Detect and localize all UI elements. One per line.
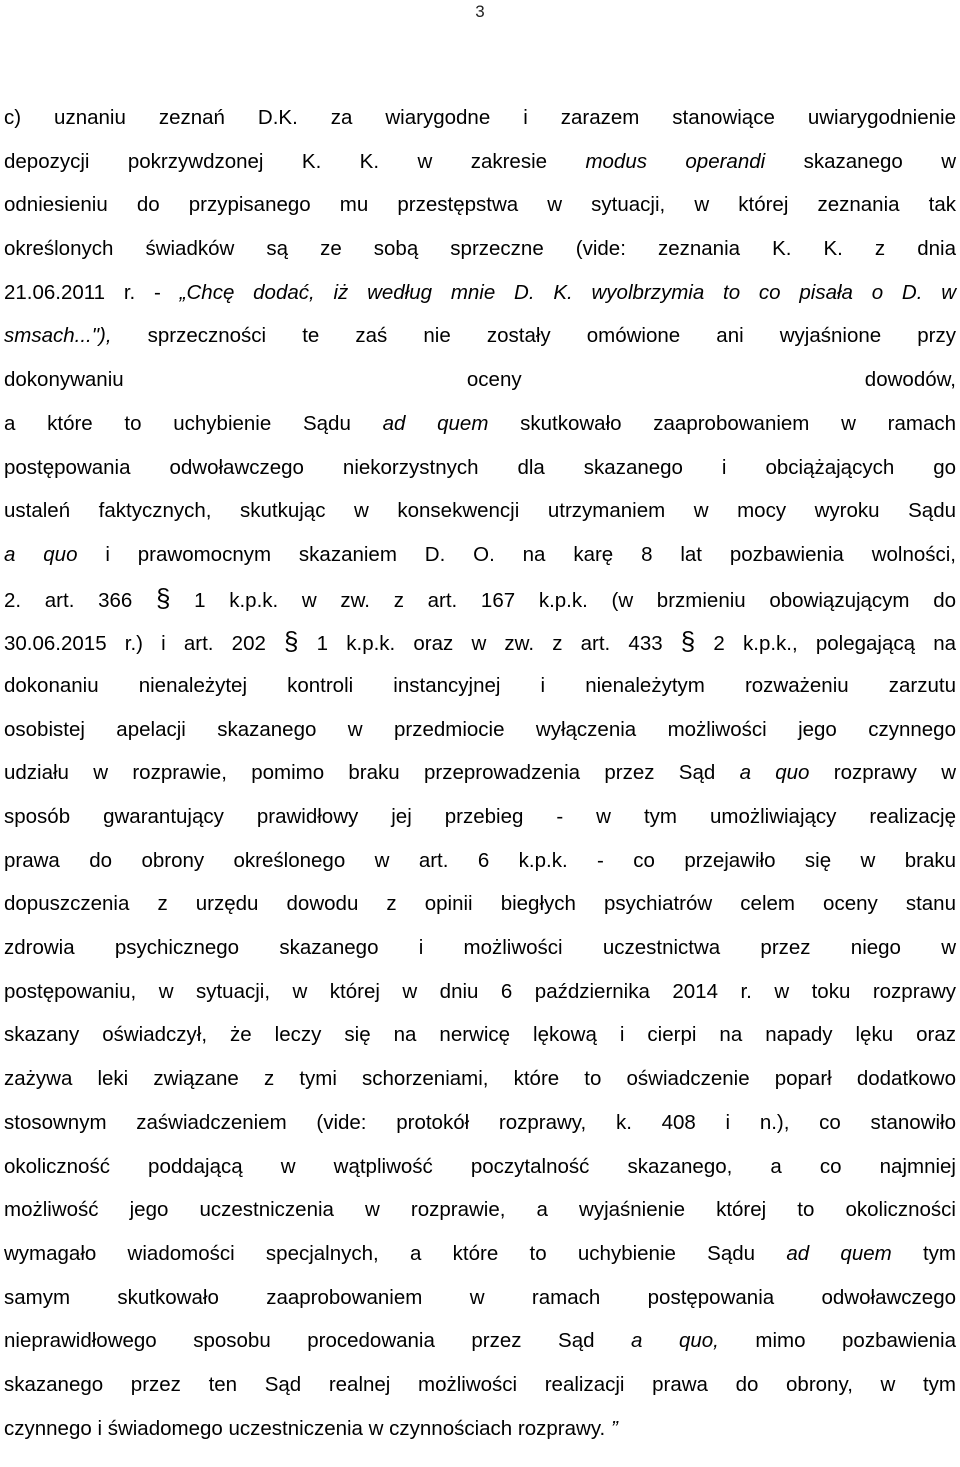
text-line bbox=[4, 1188, 956, 1232]
text-segment: 2 k.p.k., polegającą na bbox=[695, 632, 956, 656]
text-segment: zdrowia psychicznego skazanego i możliwości uczestnictwa przez niego w bbox=[4, 936, 956, 960]
italic-text: smsach..."), bbox=[4, 324, 112, 348]
text-line bbox=[4, 795, 956, 839]
italic-text: ad quem bbox=[382, 411, 489, 435]
text-segment: czynnego i świadomego uczestniczenia w czynnościach rozprawy. bbox=[4, 1416, 611, 1440]
text-segment: skazany oświadczył, że leczy się na nerwicę lękową i cierpi na napady lęku oraz bbox=[4, 1023, 956, 1047]
text-line bbox=[4, 1057, 956, 1101]
text-line bbox=[4, 926, 956, 970]
text-line bbox=[4, 664, 956, 708]
text-segment: i prawomocnym skazaniem D. O. na karę 8 lat pozbawienia wolności, bbox=[77, 542, 956, 566]
text-segment: wymagało wiadomości specjalnych, a które to uchybienie Sądu bbox=[4, 1241, 787, 1265]
text-segment: odniesieniu do przypisanego mu przestępstwa w sytuacji, w której zeznania tak bbox=[4, 193, 956, 217]
text-segment: depozycji pokrzywdzonej K. K. w zakresie bbox=[4, 149, 586, 173]
text-segment: stosownym zaświadczeniem (vide: protokół rozprawy, k. 408 i n.), co stanowiło bbox=[4, 1110, 956, 1134]
text-segment: okoliczność poddającą w wątpliwość poczytalność skazanego, a co najmniej bbox=[4, 1154, 956, 1178]
text-segment: osobistej apelacji skazanego w przedmiocie wyłączenia możliwości jego czynnego bbox=[4, 717, 956, 741]
text-segment: sposób gwarantujący prawidłowy jej przebieg - w tym umożliwiający realizację bbox=[4, 805, 956, 828]
text-line bbox=[4, 489, 956, 533]
text-segment: dokonaniu nienależytej kontroli instancyjnej i nienależytym rozważeniu zarzutu bbox=[4, 673, 956, 697]
text-line bbox=[4, 96, 956, 140]
text-segment: 1 k.p.k. oraz w zw. z art. 433 bbox=[298, 632, 681, 656]
text-segment: c) uznaniu zeznań D.K. za wiarygodne i zarazem stanowiące uwiarygodnienie bbox=[4, 106, 956, 129]
text-line bbox=[4, 1232, 956, 1276]
text-segment: skazanego przez ten Sąd realnej możliwości realizacji prawa do obrony, w tym bbox=[4, 1372, 956, 1396]
document-body bbox=[4, 96, 956, 1450]
text-line bbox=[4, 1319, 956, 1363]
text-line bbox=[4, 183, 956, 227]
text-segment: dokonywaniu oceny dowodów, bbox=[4, 368, 956, 392]
text-segment: postępowania odwoławczego niekorzystnych dla skazanego i obciążających go bbox=[4, 455, 956, 479]
italic-text: „Chcę dodać, iż według mnie D. K. wyolbrzymia to co pisała o D. w bbox=[179, 280, 956, 304]
text-line bbox=[4, 1101, 956, 1145]
text-segment: postępowaniu, w sytuacji, w której w dniu 6 października 2014 r. w toku rozprawy bbox=[4, 979, 956, 1003]
text-segment: zażywa leki związane z tymi schorzeniami, które to oświadczenie poparł dodatkowo bbox=[4, 1067, 956, 1091]
section-sign-icon: § bbox=[155, 582, 171, 613]
text-line bbox=[4, 620, 956, 664]
text-segment: 1 k.p.k. w zw. z art. 167 k.p.k. (w brzmieniu obowiązującym do bbox=[170, 588, 956, 612]
text-segment: samym skutkowało zaaprobowaniem w ramach postępowania odwoławczego bbox=[4, 1285, 956, 1309]
text-line bbox=[4, 314, 956, 358]
text-line bbox=[4, 227, 956, 271]
text-line bbox=[4, 708, 956, 752]
text-line bbox=[4, 882, 956, 926]
text-line bbox=[4, 1363, 956, 1407]
text-line bbox=[4, 1407, 956, 1451]
text-segment: skazanego w bbox=[765, 149, 957, 173]
section-sign-icon: § bbox=[680, 626, 696, 657]
italic-text: ad quem bbox=[786, 1241, 892, 1265]
text-line bbox=[4, 1145, 956, 1189]
text-segment: nieprawidłowego sposobu procedowania przez Sąd bbox=[4, 1329, 632, 1353]
text-line bbox=[4, 1013, 956, 1057]
italic-text: ” bbox=[610, 1416, 618, 1440]
text-line bbox=[4, 751, 956, 795]
text-segment: mimo pozbawienia bbox=[718, 1329, 956, 1353]
section-sign-icon: § bbox=[284, 626, 299, 657]
text-segment: 2. art. 366 bbox=[4, 588, 156, 612]
italic-text: a quo bbox=[4, 542, 78, 566]
text-segment: prawa do obrony określonego w art. 6 k.p.k. - co przejawiło się w braku bbox=[4, 848, 956, 872]
text-line bbox=[4, 533, 956, 577]
italic-text: a quo bbox=[739, 761, 810, 785]
text-segment: 21.06.2011 r. - bbox=[4, 280, 180, 304]
text-segment: a które to uchybienie Sądu bbox=[4, 411, 383, 435]
text-segment: możliwość jego uczestniczenia w rozprawie, a wyjaśnienie której to okoliczności bbox=[4, 1198, 956, 1222]
text-line bbox=[4, 358, 956, 402]
text-segment: rozprawy w bbox=[809, 761, 957, 785]
text-segment: udziału w rozprawie, pomimo braku przeprowadzenia przez Sąd bbox=[4, 761, 740, 785]
text-segment: określonych świadków są ze sobą sprzeczne (vide: zeznania K. K. z dnia bbox=[4, 237, 956, 261]
text-line bbox=[4, 140, 956, 184]
text-segment: tym bbox=[891, 1241, 956, 1265]
text-segment: skutkowało zaaprobowaniem w ramach bbox=[488, 411, 956, 435]
italic-text: modus operandi bbox=[585, 149, 766, 173]
page-number: 3 bbox=[475, 2, 485, 21]
text-segment: 30.06.2015 r.) i art. 202 bbox=[4, 632, 285, 656]
text-segment: ustaleń faktycznych, skutkując w konsekwencji utrzymaniem w mocy wyroku Sądu bbox=[4, 499, 956, 523]
text-line bbox=[4, 577, 956, 621]
text-line bbox=[4, 271, 956, 315]
text-segment: sprzeczności te zaś nie zostały omówione ani wyjaśnione przy bbox=[111, 324, 956, 348]
text-line bbox=[4, 446, 956, 490]
text-segment: dopuszczenia z urzędu dowodu z opinii biegłych psychiatrów celem oceny stanu bbox=[4, 892, 956, 916]
text-line bbox=[4, 970, 956, 1014]
text-line bbox=[4, 1276, 956, 1320]
text-line bbox=[4, 839, 956, 883]
text-line bbox=[4, 402, 956, 446]
italic-text: a quo, bbox=[631, 1329, 719, 1353]
